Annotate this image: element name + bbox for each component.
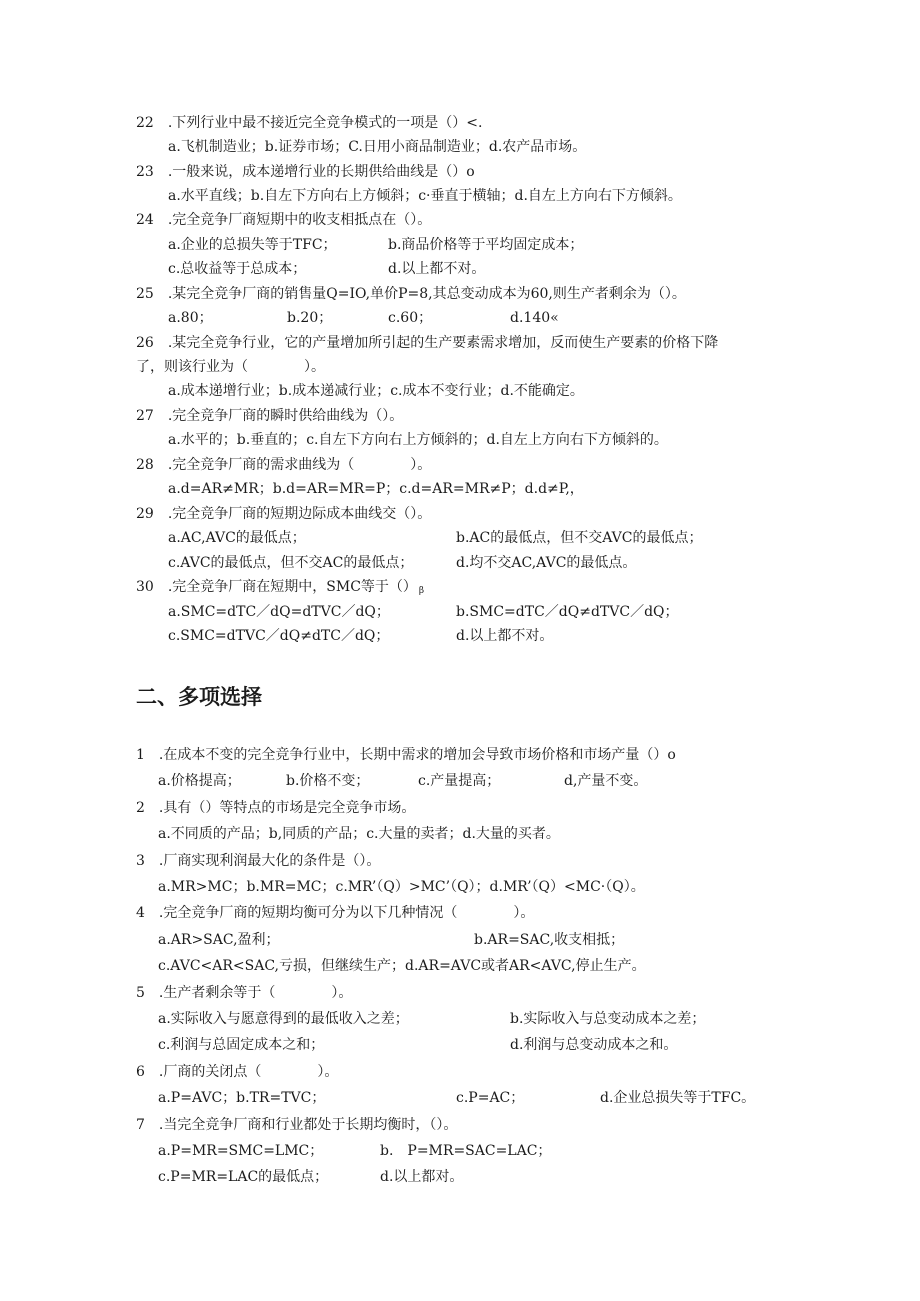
multi-question-3-stem: 3 .厂商实现利润最大化的条件是（）。 bbox=[136, 853, 381, 869]
question-27-stem: 27 .完全竞争厂商的瞬时供给曲线为（）。 bbox=[136, 408, 404, 424]
question-30-option-a: a.SMC=dTC／dQ=dTVC／dQ； bbox=[168, 604, 390, 620]
question-30-stem bbox=[136, 578, 424, 600]
multi-question-6-options-ab: a.P=AVC；b.TR=TVC； bbox=[158, 1090, 326, 1106]
question-30-option-c: c.SMC=dTVC／dQ≠dTC／dQ； bbox=[168, 628, 390, 644]
question-29-option-d: d.均不交AC,AVC的最低点。 bbox=[456, 555, 637, 571]
question-25-stem: 25 .某完全竞争厂商的销售量Q=IO,单价P=8,其总变动成本为60,则生产者剩余为（）。 bbox=[136, 286, 686, 302]
question-26-stem: 26 .某完全竞争行业，它的产量增加所引起的生产要素需求增加，反而使生产要素的价格下降 bbox=[136, 335, 719, 351]
question-29-option-a: a.AC,AVC的最低点； bbox=[168, 530, 306, 546]
question-29-stem: 29 .完全竞争厂商的短期边际成本曲线交（）。 bbox=[136, 506, 432, 522]
multi-question-5-option-c: c.利润与总固定成本之和； bbox=[158, 1037, 325, 1053]
question-26-options: a.成本递增行业；b.成本递减行业；c.成本不变行业；d.不能确定。 bbox=[168, 383, 584, 399]
multi-question-7-option-c: c.P=MR=LAC的最低点； bbox=[158, 1169, 329, 1185]
question-24-stem: 24 .完全竞争厂商短期中的收支相抵点在（）。 bbox=[136, 212, 432, 228]
question-25-option-b: b.20； bbox=[287, 310, 333, 326]
multi-question-5-stem: 5 .生产者剩余等于（ ）。 bbox=[136, 985, 353, 1001]
question-23-stem: 23 .一般来说，成本递增行业的长期供给曲线是（）o bbox=[136, 164, 475, 180]
question-28-options: a.d=AR≠MR；b.d=AR=MR=P；c.d=AR=MR≠P；d.d≠P,， bbox=[168, 481, 584, 497]
multi-question-2-options: a.不同质的产品；b,同质的产品；c.大量的卖者；d.大量的买者。 bbox=[158, 826, 560, 842]
question-29-option-b: b.AC的最低点，但不交AVC的最低点； bbox=[456, 530, 703, 546]
multi-question-6-stem: 6 .厂商的关闭点（ ）。 bbox=[136, 1064, 339, 1080]
multi-question-5-option-d: d.利润与总变动成本之和。 bbox=[510, 1037, 678, 1053]
multi-question-4-option-a: a.AR>SAC,盈利； bbox=[158, 932, 280, 948]
question-24-option-b: b.商品价格等于平均固定成本； bbox=[388, 237, 584, 253]
multi-question-4-stem: 4 .完全竞争厂商的短期均衡可分为以下几种情况（ ）。 bbox=[136, 905, 535, 921]
question-30-option-b: b.SMC=dTC／dQ≠dTVC／dQ； bbox=[456, 604, 679, 620]
multi-question-1-option-d: d,产量不变。 bbox=[564, 773, 648, 789]
multi-question-5-option-a: a.实际收入与愿意得到的最低收入之差； bbox=[158, 1011, 409, 1027]
question-23-options: a.水平直线；b.自左下方向右上方倾斜；c·垂直于横轴；d.自左上方向右下方倾斜。 bbox=[168, 188, 682, 204]
multi-question-7-option-a: a.P=MR=SMC=LMC； bbox=[158, 1143, 324, 1159]
multi-question-6-option-c: c.P=AC； bbox=[456, 1090, 525, 1106]
question-26-stem-continued: 了，则该行业为（ ）。 bbox=[136, 359, 325, 375]
question-27-options: a.水平的；b.垂直的；c.自左下方向右上方倾斜的；d.自左上方向右下方倾斜的。 bbox=[168, 432, 668, 448]
multi-question-3-options: a.MR>MC；b.MR=MC；c.MR’（Q）>MC’（Q）；d.MR’（Q）<MC·（Q）。 bbox=[158, 879, 645, 895]
multi-question-7-stem: 7 .当完全竞争厂商和行业都处于长期均衡时，（）。 bbox=[136, 1117, 458, 1133]
question-22-options: a.飞机制造业；b.证券市场；C.日用小商品制造业；d.农产品市场。 bbox=[168, 139, 587, 155]
multi-question-1-stem: 1 .在成本不变的完全竞争行业中，长期中需求的增加会导致市场价格和市场产量（）o bbox=[136, 747, 676, 763]
question-29-option-c: c.AVC的最低点，但不交AC的最低点； bbox=[168, 555, 414, 571]
question-28-stem: 28 .完全竞争厂商的需求曲线为（ ）。 bbox=[136, 457, 432, 473]
multi-question-4-options-cd: c.AVC<AR<SAC,亏损，但继续生产；d.AR=AVC或者AR<AVC,停止生产。 bbox=[158, 958, 646, 974]
question-30-option-d: d.以上都不对。 bbox=[456, 628, 554, 644]
question-25-option-d: d.140« bbox=[510, 310, 559, 326]
question-22-stem: 22 .下列行业中最不接近完全竞争模式的一项是（）<. bbox=[136, 115, 483, 131]
multi-question-1-option-a: a.价格提高； bbox=[158, 773, 241, 789]
multi-question-6-option-d: d.企业总损失等于TFC。 bbox=[600, 1090, 756, 1106]
section-heading-multiple-choice: 二、多项选择 bbox=[136, 685, 262, 709]
multi-question-5-option-b: b.实际收入与总变动成本之差； bbox=[510, 1011, 706, 1027]
question-30-stem-mark: β bbox=[418, 586, 425, 596]
question-24-option-c: c.总收益等于总成本； bbox=[168, 261, 307, 277]
question-30-stem-text: 30 .完全竞争厂商在短期中，SMC等于（） bbox=[136, 579, 417, 595]
question-24-option-a: a.企业的总损失等于TFC； bbox=[168, 237, 337, 253]
multi-question-1-option-c: c.产量提高； bbox=[418, 773, 501, 789]
multi-question-4-option-b: b.AR=SAC,收支相抵； bbox=[474, 932, 625, 948]
multi-question-2-stem: 2 .具有（）等特点的市场是完全竞争市场。 bbox=[136, 800, 416, 816]
multi-question-7-option-b: b. P=MR=SAC=LAC； bbox=[380, 1143, 552, 1159]
question-24-option-d: d.以上都不对。 bbox=[388, 261, 486, 277]
multi-question-7-option-d: d.以上都对。 bbox=[380, 1169, 464, 1185]
multi-question-1-option-b: b.价格不变； bbox=[286, 773, 370, 789]
question-25-option-a: a.80； bbox=[168, 310, 213, 326]
question-25-option-c: c.60； bbox=[388, 310, 433, 326]
